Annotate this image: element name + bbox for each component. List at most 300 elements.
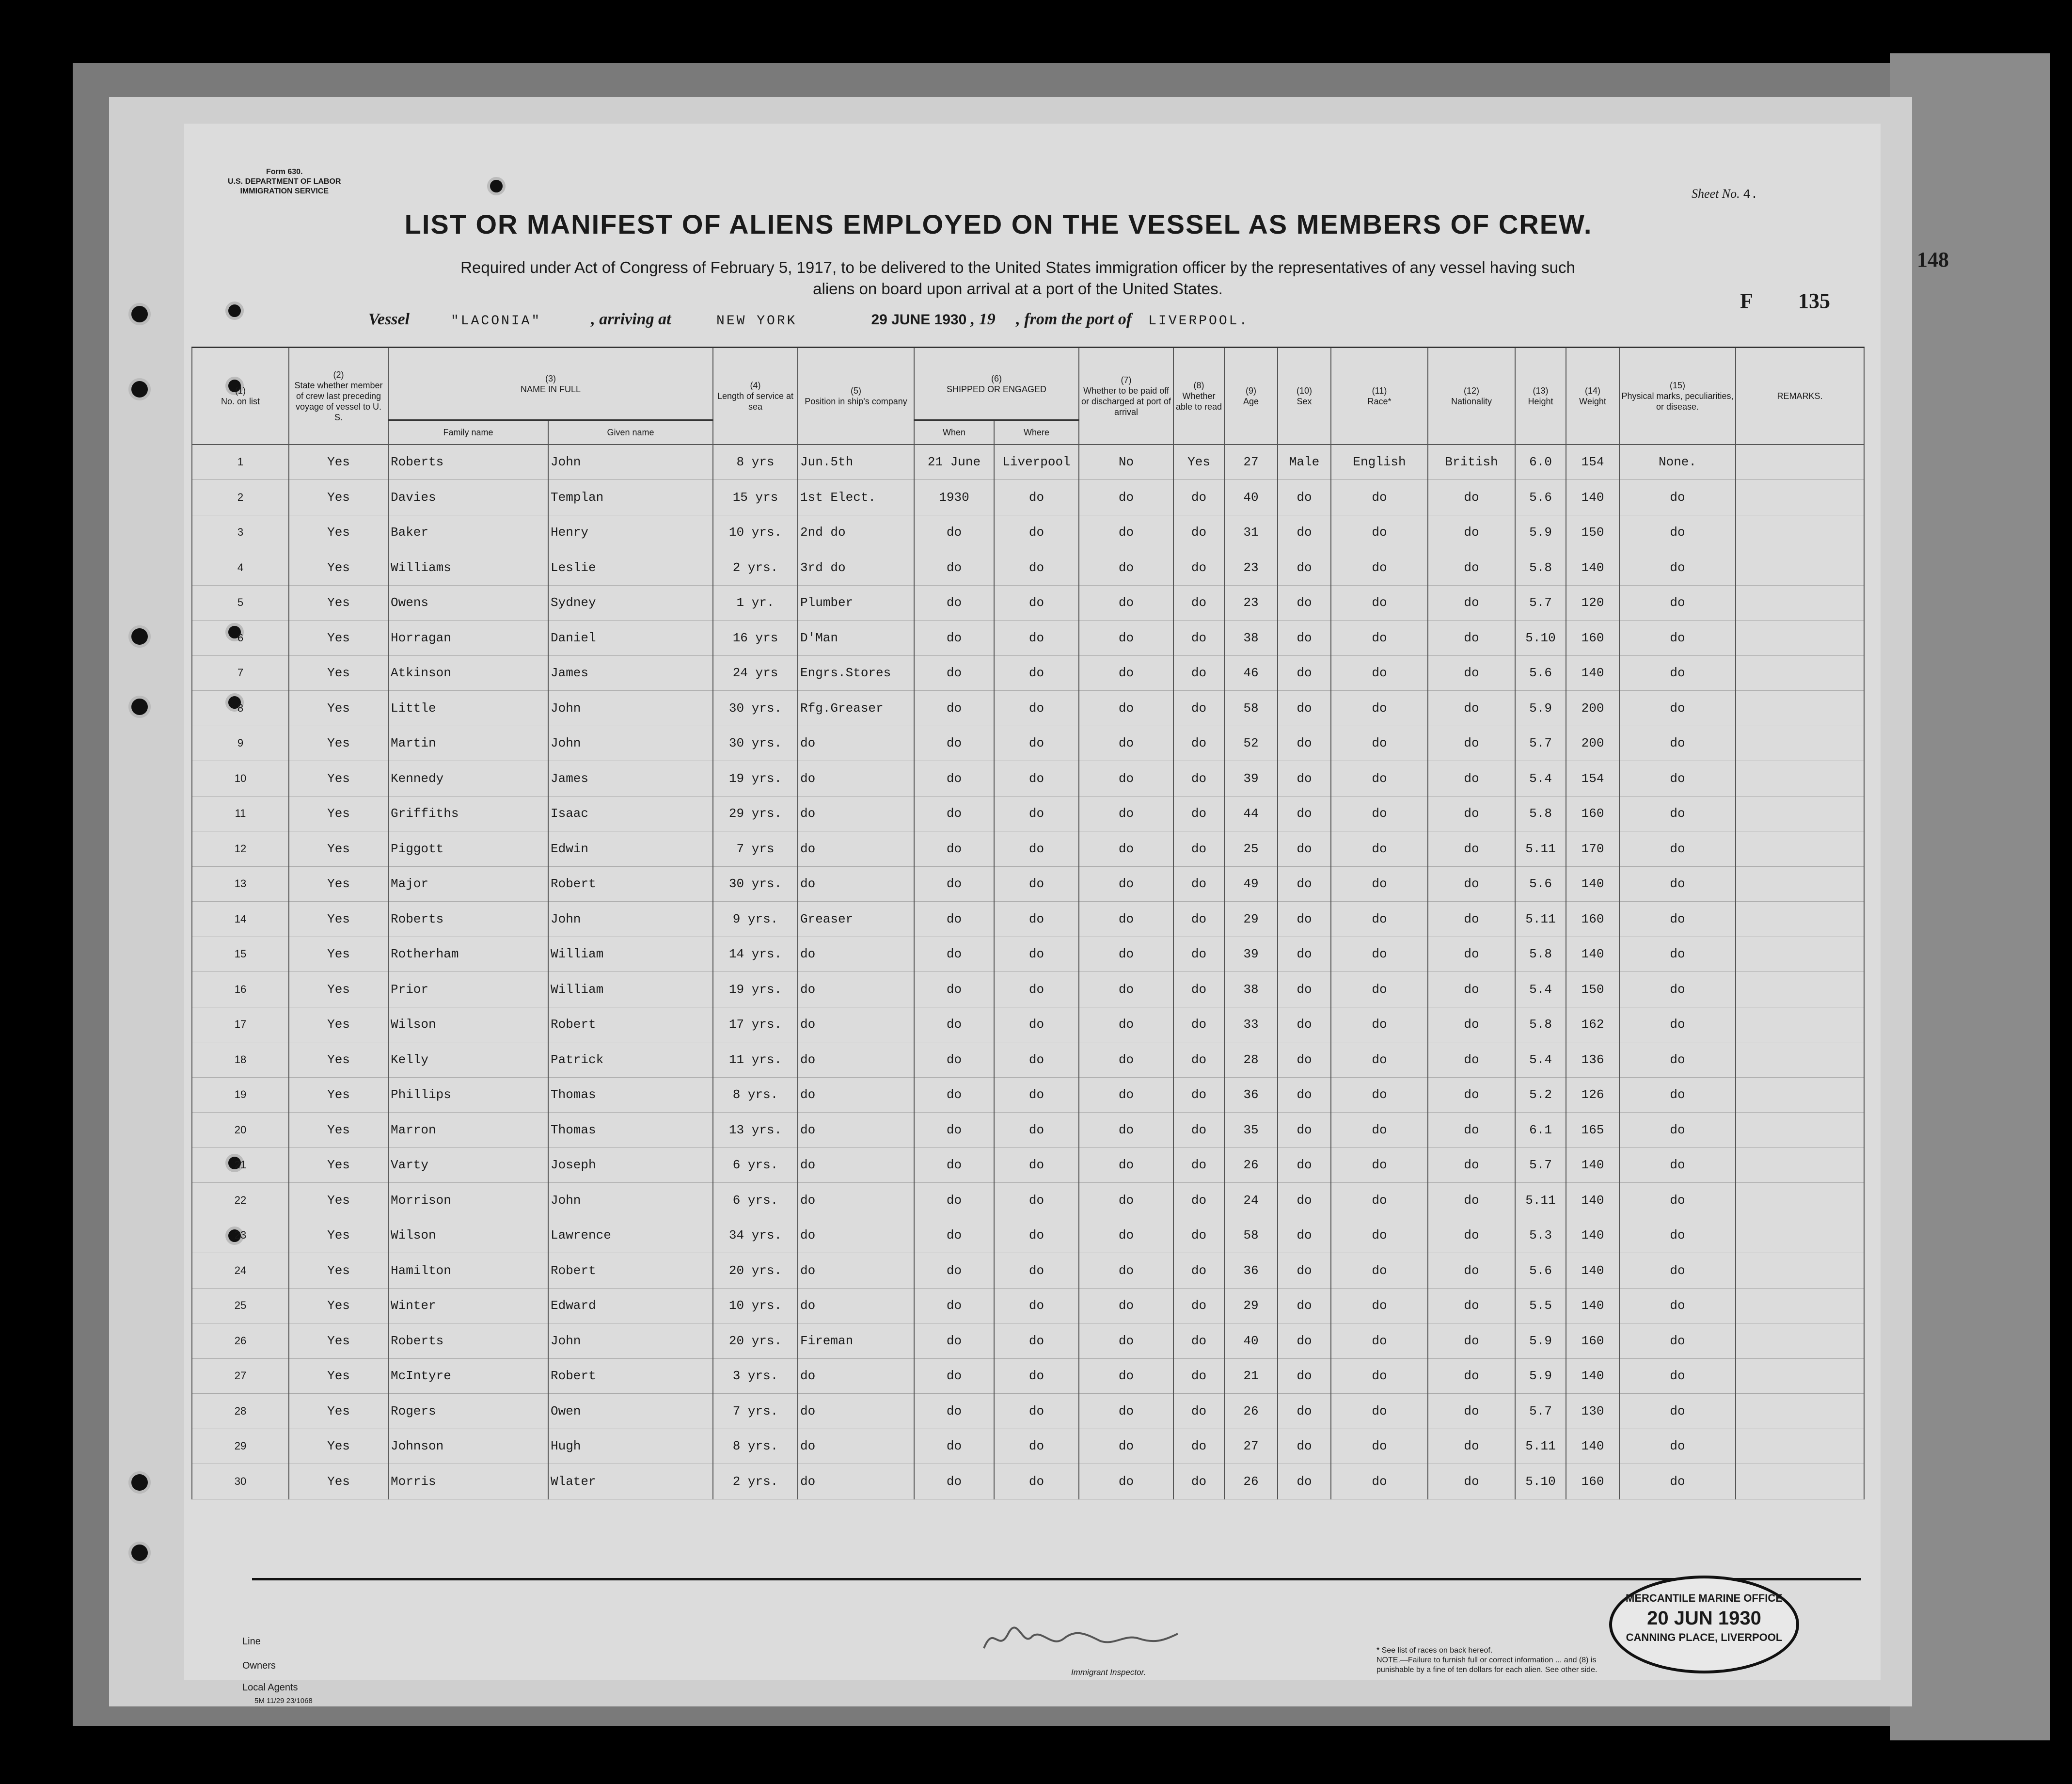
col-weight: (14) Weight (1566, 348, 1619, 445)
paid-off-cell: do (1079, 796, 1173, 831)
race-cell: do (1331, 621, 1428, 656)
physical-marks-cell: do (1619, 796, 1736, 831)
vessel-name: "LACONIA" (451, 314, 542, 329)
voyage-line (368, 310, 1249, 329)
previous-voyage-cell: Yes (289, 1007, 388, 1042)
remarks-cell (1736, 1323, 1864, 1359)
col-sex: (10) Sex (1278, 348, 1331, 445)
shipped-where-cell: do (994, 761, 1079, 796)
remarks-cell (1736, 1007, 1864, 1042)
previous-voyage-cell: Yes (289, 1077, 388, 1113)
position-cell: do (798, 937, 914, 972)
position-cell: do (798, 1429, 914, 1464)
sex-cell: do (1278, 655, 1331, 691)
sheet-value: 4. (1743, 187, 1758, 202)
arrival-date: 29 JUNE 1930 (871, 312, 967, 328)
sex-cell: do (1278, 831, 1331, 867)
nationality-cell: do (1428, 1077, 1515, 1113)
weight-cell: 160 (1566, 902, 1619, 937)
row-number-cell: 15 (192, 937, 289, 972)
nationality-cell: do (1428, 761, 1515, 796)
previous-voyage-cell: Yes (289, 585, 388, 621)
age-cell: 26 (1224, 1464, 1278, 1499)
department-name: U.S. DEPARTMENT OF LABOR (228, 177, 341, 186)
age-cell: 24 (1224, 1183, 1278, 1218)
height-cell: 5.6 (1515, 1253, 1566, 1289)
family-name-cell: Rotherham (388, 937, 548, 972)
weight-cell: 140 (1566, 550, 1619, 586)
previous-voyage-cell: Yes (289, 1253, 388, 1289)
shipped-when-cell: do (914, 691, 994, 726)
physical-marks-cell: None. (1619, 445, 1736, 480)
remarks-cell (1736, 1183, 1864, 1218)
previous-voyage-cell: Yes (289, 480, 388, 515)
shipped-when-cell: do (914, 1358, 994, 1394)
row-number-cell: 23 (192, 1218, 289, 1253)
shipped-when-cell: do (914, 1288, 994, 1323)
remarks-cell (1736, 1218, 1864, 1253)
given-name-cell: James (548, 655, 713, 691)
height-cell: 5.11 (1515, 831, 1566, 867)
previous-voyage-cell: Yes (289, 445, 388, 480)
position-cell: 3rd do (798, 550, 914, 586)
sex-cell: do (1278, 1429, 1331, 1464)
row-number-cell: 19 (192, 1077, 289, 1113)
nationality-cell: do (1428, 902, 1515, 937)
crew-row (192, 937, 1864, 972)
given-name-cell: John (548, 1183, 713, 1218)
position-cell: do (798, 1183, 914, 1218)
nationality-cell: do (1428, 655, 1515, 691)
end-of-list-rule (252, 1578, 1861, 1580)
row-number-cell: 25 (192, 1288, 289, 1323)
family-name-cell: Griffiths (388, 796, 548, 831)
crew-row (192, 1183, 1864, 1218)
weight-cell: 160 (1566, 796, 1619, 831)
able-to-read-cell: do (1173, 972, 1224, 1007)
shipped-where-cell: do (994, 691, 1079, 726)
family-name-cell: Baker (388, 515, 548, 550)
sex-cell: do (1278, 621, 1331, 656)
row-number-cell: 11 (192, 796, 289, 831)
col-remarks: REMARKS. (1736, 348, 1864, 445)
given-name-cell: Edward (548, 1288, 713, 1323)
shipped-where-cell: do (994, 480, 1079, 515)
given-name-cell: Sydney (548, 585, 713, 621)
col-read: (8) Whether able to read (1173, 348, 1224, 445)
age-cell: 38 (1224, 972, 1278, 1007)
physical-marks-cell: do (1619, 972, 1736, 1007)
previous-voyage-cell: Yes (289, 1183, 388, 1218)
book-page-edge (1890, 53, 2050, 1740)
subtitle-line-2: aliens on board upon arrival at a port of the United States. (813, 280, 1223, 298)
height-cell: 5.9 (1515, 1323, 1566, 1359)
paid-off-cell: do (1079, 761, 1173, 796)
col-where: Where (994, 420, 1079, 445)
paid-off-cell: No (1079, 445, 1173, 480)
age-cell: 27 (1224, 1429, 1278, 1464)
shipped-when-cell: do (914, 1042, 994, 1078)
able-to-read-cell: do (1173, 585, 1224, 621)
service-length-cell: 8 yrs. (713, 1077, 798, 1113)
shipped-when-cell: do (914, 1464, 994, 1499)
nationality-cell: do (1428, 691, 1515, 726)
remarks-cell (1736, 585, 1864, 621)
service-length-cell: 34 yrs. (713, 1218, 798, 1253)
family-name-cell: Winter (388, 1288, 548, 1323)
previous-voyage-cell: Yes (289, 1288, 388, 1323)
paid-off-cell: do (1079, 1147, 1173, 1183)
sex-cell: do (1278, 1464, 1331, 1499)
paid-off-cell: do (1079, 831, 1173, 867)
row-number-cell: 6 (192, 621, 289, 656)
family-name-cell: Little (388, 691, 548, 726)
family-name-cell: Prior (388, 972, 548, 1007)
shipped-when-cell: do (914, 621, 994, 656)
nationality-cell: do (1428, 1183, 1515, 1218)
paid-off-cell: do (1079, 937, 1173, 972)
row-number-cell: 18 (192, 1042, 289, 1078)
row-number-cell: 4 (192, 550, 289, 586)
race-cell: do (1331, 691, 1428, 726)
paid-off-cell: do (1079, 1429, 1173, 1464)
previous-voyage-cell: Yes (289, 1113, 388, 1148)
shipped-where-cell: do (994, 1218, 1079, 1253)
shipped-where-cell: do (994, 1077, 1079, 1113)
row-number-cell: 14 (192, 902, 289, 937)
previous-voyage-cell: Yes (289, 550, 388, 586)
arrival-port: NEW YORK (716, 314, 797, 329)
sex-cell: do (1278, 1218, 1331, 1253)
age-cell: 36 (1224, 1253, 1278, 1289)
previous-voyage-cell: Yes (289, 972, 388, 1007)
service-length-cell: 6 yrs. (713, 1147, 798, 1183)
shipped-when-cell: do (914, 1253, 994, 1289)
row-number-cell: 28 (192, 1394, 289, 1429)
position-cell: do (798, 1288, 914, 1323)
paid-off-cell: do (1079, 621, 1173, 656)
position-cell: do (798, 1042, 914, 1078)
service-length-cell: 3 yrs. (713, 1358, 798, 1394)
height-cell: 5.4 (1515, 1042, 1566, 1078)
position-cell: do (798, 831, 914, 867)
physical-marks-cell: do (1619, 1429, 1736, 1464)
nationality-cell: do (1428, 1464, 1515, 1499)
paid-off-cell: do (1079, 1007, 1173, 1042)
family-name-cell: Morris (388, 1464, 548, 1499)
paid-off-cell: do (1079, 1253, 1173, 1289)
sex-cell: do (1278, 937, 1331, 972)
remarks-cell (1736, 937, 1864, 972)
able-to-read-cell: do (1173, 655, 1224, 691)
paid-off-cell: do (1079, 1464, 1173, 1499)
height-cell: 6.0 (1515, 445, 1566, 480)
shipped-when-cell: do (914, 902, 994, 937)
paid-off-cell: do (1079, 550, 1173, 586)
weight-cell: 140 (1566, 1218, 1619, 1253)
age-cell: 33 (1224, 1007, 1278, 1042)
crew-row (192, 972, 1864, 1007)
race-cell: do (1331, 1464, 1428, 1499)
height-cell: 5.7 (1515, 726, 1566, 761)
given-name-cell: Henry (548, 515, 713, 550)
weight-cell: 150 (1566, 515, 1619, 550)
nationality-cell: do (1428, 621, 1515, 656)
row-number-cell: 24 (192, 1253, 289, 1289)
race-cell: do (1331, 655, 1428, 691)
physical-marks-cell: do (1619, 1007, 1736, 1042)
height-cell: 5.7 (1515, 1394, 1566, 1429)
age-cell: 52 (1224, 726, 1278, 761)
paid-off-cell: do (1079, 1394, 1173, 1429)
family-name-cell: McIntyre (388, 1358, 548, 1394)
shipped-where-cell: do (994, 1394, 1079, 1429)
service-length-cell: 9 yrs. (713, 902, 798, 937)
weight-cell: 140 (1566, 480, 1619, 515)
race-cell: do (1331, 937, 1428, 972)
col-age: (9) Age (1224, 348, 1278, 445)
service-length-cell: 19 yrs. (713, 761, 798, 796)
race-cell: do (1331, 1253, 1428, 1289)
col-given-name: Given name (548, 420, 713, 445)
physical-marks-cell: do (1619, 550, 1736, 586)
row-number-cell: 7 (192, 655, 289, 691)
remarks-cell (1736, 866, 1864, 902)
height-cell: 5.4 (1515, 972, 1566, 1007)
family-name-cell: Davies (388, 480, 548, 515)
crew-rows (192, 445, 1864, 1499)
binding-hole (128, 303, 151, 325)
given-name-cell: Isaac (548, 796, 713, 831)
height-cell: 5.3 (1515, 1218, 1566, 1253)
physical-marks-cell: do (1619, 691, 1736, 726)
given-name-cell: John (548, 445, 713, 480)
shipped-where-cell: do (994, 866, 1079, 902)
sex-cell: do (1278, 1183, 1331, 1218)
age-cell: 39 (1224, 761, 1278, 796)
remarks-cell (1736, 972, 1864, 1007)
physical-marks-cell: do (1619, 621, 1736, 656)
shipped-where-cell: do (994, 1358, 1079, 1394)
shipped-where-cell: do (994, 1042, 1079, 1078)
paid-off-cell: do (1079, 1113, 1173, 1148)
able-to-read-cell: do (1173, 515, 1224, 550)
able-to-read-cell: Yes (1173, 445, 1224, 480)
family-name-cell: Wilson (388, 1007, 548, 1042)
row-number-cell: 26 (192, 1323, 289, 1359)
physical-marks-cell: do (1619, 1183, 1736, 1218)
nationality-cell: do (1428, 1147, 1515, 1183)
shipped-when-cell: do (914, 937, 994, 972)
nationality-cell: do (1428, 480, 1515, 515)
sex-cell: do (1278, 515, 1331, 550)
weight-cell: 160 (1566, 1464, 1619, 1499)
paid-off-cell: do (1079, 655, 1173, 691)
crew-row (192, 691, 1864, 726)
position-cell: do (798, 796, 914, 831)
footer-agents-label: Local Agents (242, 1682, 298, 1693)
weight-cell: 140 (1566, 1358, 1619, 1394)
physical-marks-cell: do (1619, 1323, 1736, 1359)
able-to-read-cell: do (1173, 1147, 1224, 1183)
paid-off-cell: do (1079, 691, 1173, 726)
height-cell: 5.8 (1515, 550, 1566, 586)
position-cell: do (798, 866, 914, 902)
given-name-cell: Thomas (548, 1113, 713, 1148)
remarks-cell (1736, 1464, 1864, 1499)
physical-marks-cell: do (1619, 1042, 1736, 1078)
paid-off-cell: do (1079, 1042, 1173, 1078)
age-cell: 58 (1224, 691, 1278, 726)
service-length-cell: 13 yrs. (713, 1113, 798, 1148)
shipped-where-cell: do (994, 1147, 1079, 1183)
remarks-cell (1736, 902, 1864, 937)
service-length-cell: 6 yrs. (713, 1183, 798, 1218)
physical-marks-cell: do (1619, 480, 1736, 515)
sex-cell: do (1278, 1077, 1331, 1113)
col-when: When (914, 420, 994, 445)
shipped-where-cell: do (994, 1323, 1079, 1359)
age-cell: 44 (1224, 796, 1278, 831)
height-cell: 5.5 (1515, 1288, 1566, 1323)
position-cell: do (798, 1007, 914, 1042)
shipped-where-cell: do (994, 796, 1079, 831)
family-name-cell: Roberts (388, 1323, 548, 1359)
physical-marks-cell: do (1619, 655, 1736, 691)
binding-hole (128, 378, 151, 400)
remarks-cell (1736, 621, 1864, 656)
age-cell: 31 (1224, 515, 1278, 550)
sex-cell: do (1278, 1113, 1331, 1148)
row-number-cell: 3 (192, 515, 289, 550)
race-cell: English (1331, 445, 1428, 480)
given-name-cell: John (548, 902, 713, 937)
able-to-read-cell: do (1173, 726, 1224, 761)
shipped-when-cell: do (914, 831, 994, 867)
crew-row (192, 1042, 1864, 1078)
year-label: , 19 (970, 310, 996, 328)
physical-marks-cell: do (1619, 1394, 1736, 1429)
previous-voyage-cell: Yes (289, 1394, 388, 1429)
given-name-cell: Owen (548, 1394, 713, 1429)
sex-cell: do (1278, 550, 1331, 586)
weight-cell: 200 (1566, 726, 1619, 761)
footer-line-label: Line (242, 1636, 261, 1647)
crew-row (192, 1077, 1864, 1113)
age-cell: 39 (1224, 937, 1278, 972)
shipped-when-cell: do (914, 1218, 994, 1253)
family-name-cell: Major (388, 866, 548, 902)
position-cell: do (798, 726, 914, 761)
paid-off-cell: do (1079, 902, 1173, 937)
folio-number: 148 (1917, 248, 1949, 271)
weight-cell: 140 (1566, 655, 1619, 691)
physical-marks-cell: do (1619, 831, 1736, 867)
given-name-cell: Patrick (548, 1042, 713, 1078)
able-to-read-cell: do (1173, 1288, 1224, 1323)
shipped-when-cell: do (914, 1147, 994, 1183)
age-cell: 26 (1224, 1394, 1278, 1429)
folio-letter: F (1740, 289, 1753, 313)
subtitle-line-1: Required under Act of Congress of February 5, 1917, to be delivered to the United States immigration officer by the representatives of any vessel having such (460, 258, 1575, 276)
age-cell: 40 (1224, 480, 1278, 515)
binding-hole (128, 625, 151, 648)
family-name-cell: Morrison (388, 1183, 548, 1218)
folio-page: 135 (1798, 289, 1830, 313)
service-name: IMMIGRATION SERVICE (240, 187, 329, 195)
binding-hole (128, 1471, 151, 1494)
physical-marks-cell: do (1619, 1253, 1736, 1289)
weight-cell: 140 (1566, 1147, 1619, 1183)
shipped-when-cell: do (914, 515, 994, 550)
position-cell: do (798, 1113, 914, 1148)
able-to-read-cell: do (1173, 1394, 1224, 1429)
race-cell: do (1331, 1147, 1428, 1183)
sex-cell: do (1278, 1394, 1331, 1429)
family-name-cell: Rogers (388, 1394, 548, 1429)
nationality-cell: do (1428, 866, 1515, 902)
col-height: (13) Height (1515, 348, 1566, 445)
race-cell: do (1331, 796, 1428, 831)
nationality-cell: do (1428, 1007, 1515, 1042)
remarks-cell (1736, 480, 1864, 515)
able-to-read-cell: do (1173, 761, 1224, 796)
form-number: Form 630. (266, 168, 303, 176)
previous-voyage-cell: Yes (289, 1323, 388, 1359)
given-name-cell: Thomas (548, 1077, 713, 1113)
position-cell: 1st Elect. (798, 480, 914, 515)
crew-row (192, 1007, 1864, 1042)
shipped-where-cell: do (994, 1183, 1079, 1218)
weight-cell: 160 (1566, 1323, 1619, 1359)
row-number-cell: 5 (192, 585, 289, 621)
crew-row (192, 515, 1864, 550)
family-name-cell: Roberts (388, 902, 548, 937)
shipped-when-cell: do (914, 655, 994, 691)
row-number-cell: 12 (192, 831, 289, 867)
race-cell: do (1331, 585, 1428, 621)
shipped-when-cell: do (914, 726, 994, 761)
shipped-when-cell: 21 June (914, 445, 994, 480)
physical-marks-cell: do (1619, 1077, 1736, 1113)
service-length-cell: 7 yrs. (713, 1394, 798, 1429)
col-position: (5) Position in ship's company (798, 348, 914, 445)
remarks-cell (1736, 1042, 1864, 1078)
paid-off-cell: do (1079, 480, 1173, 515)
crew-row (192, 1358, 1864, 1394)
nationality-cell: do (1428, 585, 1515, 621)
family-name-cell: Marron (388, 1113, 548, 1148)
physical-marks-cell: do (1619, 1218, 1736, 1253)
family-name-cell: Atkinson (388, 655, 548, 691)
race-cell: do (1331, 1358, 1428, 1394)
sex-cell: do (1278, 796, 1331, 831)
punch-hole (487, 177, 506, 195)
sex-cell: do (1278, 1253, 1331, 1289)
nationality-cell: do (1428, 1394, 1515, 1429)
family-name-cell: Horragan (388, 621, 548, 656)
able-to-read-cell: do (1173, 831, 1224, 867)
able-to-read-cell: do (1173, 1007, 1224, 1042)
able-to-read-cell: do (1173, 796, 1224, 831)
remarks-cell (1736, 515, 1864, 550)
sex-cell: do (1278, 691, 1331, 726)
height-cell: 5.8 (1515, 1007, 1566, 1042)
row-number-cell: 10 (192, 761, 289, 796)
previous-voyage-cell: Yes (289, 1358, 388, 1394)
race-cell: do (1331, 902, 1428, 937)
race-cell: do (1331, 515, 1428, 550)
